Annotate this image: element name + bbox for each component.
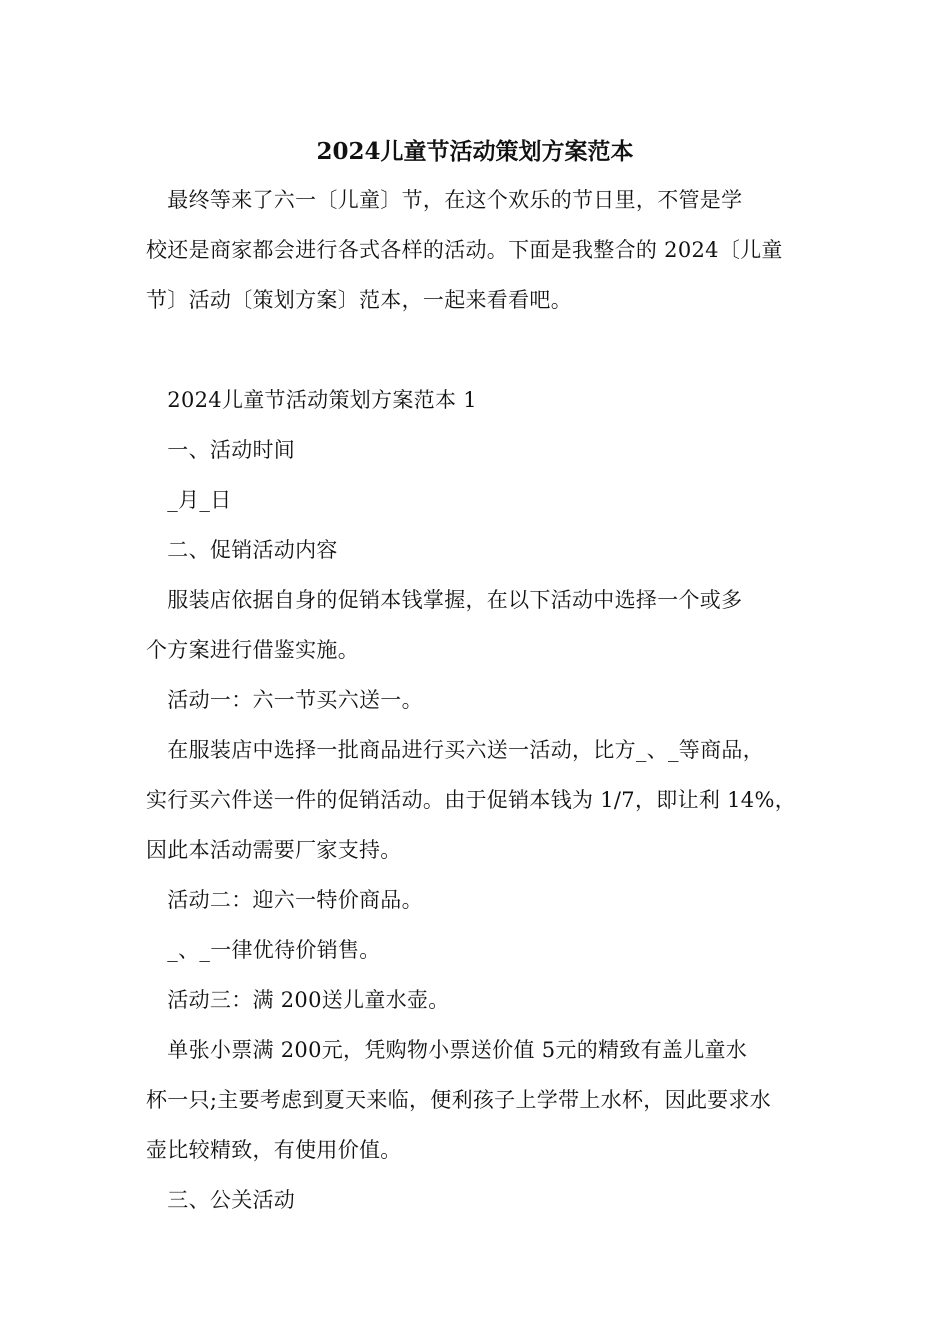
activity-two-heading: 活动二：迎六一特价商品。 [146,888,423,912]
heading-promotion-content: 二、促销活动内容 [146,538,338,562]
paragraph-line: 最终等来了六一〔儿童〕节，在这个欢乐的节日里，不管是学 [146,188,743,212]
paragraph-line: 实行买六件送一件的促销活动。由于促销本钱为 1/7，即让利 14%， [146,788,797,812]
activity-one-heading: 活动一：六一节买六送一。 [146,688,423,712]
paragraph-line: 壶比较精致，有使用价值。 [146,1138,402,1162]
paragraph-line: 个方案进行借鉴实施。 [146,638,359,662]
paragraph-line: 因此本活动需要厂家支持。 [146,838,402,862]
heading-activity-time: 一、活动时间 [146,438,296,462]
paragraph-line: _、_一律优待价销售。 [146,938,381,962]
heading-pr-activities: 三、公关活动 [146,1188,296,1212]
activity-three-heading: 活动三：满 200送儿童水壶。 [146,988,450,1012]
paragraph-line: 单张小票满 200元，凭购物小票送价值 5元的精致有盖儿童水 [146,1038,748,1062]
paragraph-line: 节〕活动〔策划方案〕范本，一起来看看吧。 [146,288,572,312]
date-line: _月_日 [146,488,232,512]
paragraph-line: 在服装店中选择一批商品进行买六送一活动，比方_、_等商品， [146,738,764,762]
document-title: 2024儿童节活动策划方案范本 [316,138,634,165]
section-title: 2024儿童节活动策划方案范本 1 [146,388,477,412]
paragraph-line: 校还是商家都会进行各式各样的活动。下面是我整合的 2024〔儿童 [146,238,783,262]
paragraph-line: 服装店依据自身的促销本钱掌握，在以下活动中选择一个或多 [146,588,743,612]
paragraph-line: 杯一只;主要考虑到夏天来临，便利孩子上学带上水杯，因此要求水 [146,1088,772,1112]
